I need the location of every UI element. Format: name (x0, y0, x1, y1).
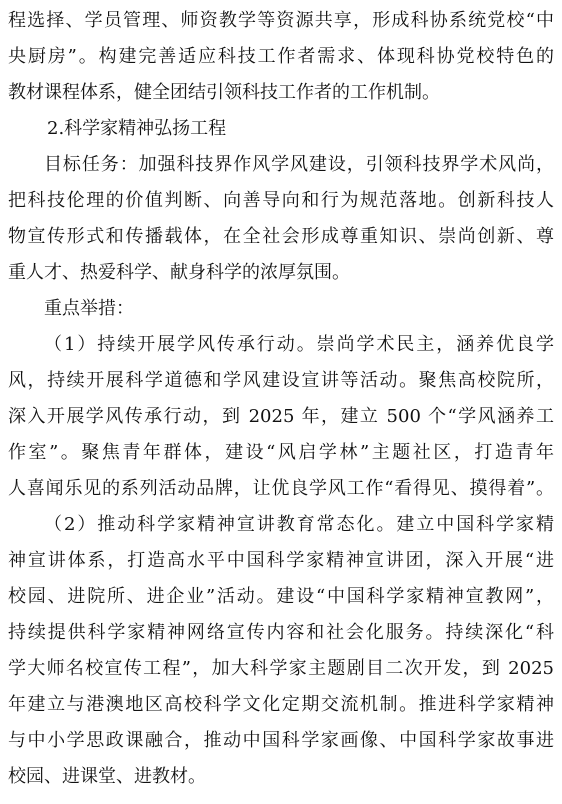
paragraph-line: 校园、进课堂、进教材。 (8, 766, 206, 787)
subheading: 重点举措： (44, 298, 134, 319)
paragraph-line: （1）持续开展学风传承行动。崇尚学术民主，涵养优良学 (44, 334, 554, 355)
paragraph-line: 校园、进院所、进企业”活动。建设“中国科学家精神宣教网”， (8, 586, 554, 607)
paragraph-line: 与中小学思政课融合，推动中国科学家画像、中国科学家故事进 (8, 730, 554, 751)
paragraph-line: 持续提供科学家精神网络宣传内容和社会化服务。持续深化“科 (8, 622, 554, 643)
paragraph-line: 人喜闻乐见的系列活动品牌，让优良学风工作“看得见、摸得着”。 (8, 478, 554, 499)
paragraph-line: 学大师名校宣传工程”，加大科学家主题剧目二次开发，到 2025 (8, 658, 554, 679)
paragraph-line: 年建立与港澳地区高校科学文化定期交流机制。推进科学家精神 (8, 694, 554, 715)
paragraph-line: （2）推动科学家精神宣讲教育常态化。建立中国科学家精 (44, 514, 554, 535)
paragraph-line: 物宣传形式和传播载体，在全社会形成尊重知识、崇尚创新、尊 (8, 226, 554, 247)
paragraph-line: 神宣讲体系，打造高水平中国科学家精神宣讲团，深入开展“进 (8, 550, 554, 571)
paragraph-line: 目标任务：加强科技界作风学风建设，引领科技界学术风尚， (44, 154, 554, 175)
paragraph-line: 教材课程体系，健全团结引领科技工作者的工作机制。 (8, 82, 440, 103)
section-heading: 2.科学家精神弘扬工程 (47, 118, 227, 139)
paragraph-line: 把科技伦理的价值判断、向善导向和行为规范落地。创新科技人 (8, 190, 554, 211)
paragraph-line: 重人才、热爱科学、献身科学的浓厚氛围。 (8, 262, 350, 283)
paragraph-line: 央厨房”。构建完善适应科技工作者需求、体现科协党校特色的 (8, 46, 554, 67)
paragraph-line: 程选择、学员管理、师资教学等资源共享，形成科协系统党校“中 (8, 10, 554, 31)
paragraph-line: 作室”。聚焦青年群体，建设“风启学林”主题社区，打造青年 (8, 442, 554, 463)
paragraph-line: 深入开展学风传承行动，到 2025 年，建立 500 个“学风涵养工 (8, 406, 554, 427)
paragraph-line: 风，持续开展科学道德和学风建设宣讲等活动。聚焦高校院所， (8, 370, 554, 391)
